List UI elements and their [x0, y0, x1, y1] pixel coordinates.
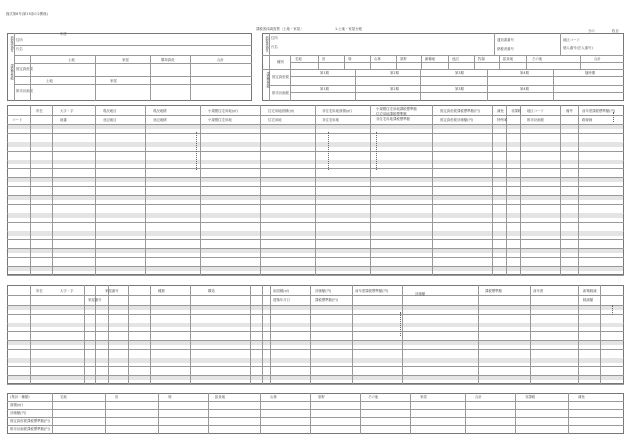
sum-head-nontax: 非課税 [525, 395, 536, 399]
land-dotted-guide [376, 132, 377, 170]
cat-other: その他 [532, 57, 543, 61]
house-col-line [84, 285, 85, 384]
summary-col-line [260, 393, 261, 434]
land-non-residential-sub: 非住宅用地 [322, 118, 339, 122]
house-col-line [128, 285, 129, 384]
land-route-price: 路線価 [582, 118, 593, 122]
sum-head-dry: 畑 [168, 395, 172, 399]
period-1-a: 第1期 [320, 71, 329, 75]
sum-row-city-base: 都市計画税課税標準額(円) [10, 427, 50, 431]
sum-head-residential: 宅地 [60, 395, 67, 399]
house-number-sub: 家屋番号 [88, 298, 102, 302]
summary-row-line [7, 425, 624, 426]
notice-number-label: 通知書番号 [497, 38, 514, 42]
house-dotted-guide [612, 305, 613, 315]
area-land-head: 土地 [68, 58, 75, 62]
cat-wasteland: 原野 [400, 57, 407, 61]
period-extra-a: 随時期 [585, 71, 596, 75]
taxpayer-number-label: 納税者番号 [497, 47, 514, 51]
house-floor-area: 床面積(㎡) [273, 289, 290, 293]
tax-amount-side: 課税標準額 [265, 72, 270, 88]
sum-row-area: 面積(㎡) [10, 403, 23, 407]
right-name-label: 氏名 [271, 45, 278, 49]
period-3-b: 第3期 [455, 87, 464, 91]
land-col-line [506, 105, 507, 275]
cat-pasture: 牧場 [478, 57, 485, 61]
house-col-line [478, 285, 479, 384]
land-fixed-tax-eval: 固定資産税評価額(円) [440, 118, 474, 122]
land-col-line [200, 105, 201, 275]
district-code-label: 地区コード [563, 38, 580, 42]
land-col-line [52, 105, 53, 275]
summary-col-line [410, 393, 411, 434]
owner-name-label: 氏名 [16, 47, 23, 51]
house-eval-head: 評価額 [415, 292, 426, 296]
summary-row-line [7, 417, 624, 418]
house-col-line [190, 285, 191, 384]
house-col-line [310, 285, 311, 384]
house-col-line [600, 285, 601, 384]
land-dotted-guide [196, 132, 197, 170]
house-col-line [578, 285, 579, 384]
sum-row-fixed-base: 固定資産税課税標準額(円) [10, 419, 50, 423]
cat-hot-spring: 鉱泉地 [503, 57, 514, 61]
sum-head-rice: 田 [115, 395, 119, 399]
cat-forest: 山林 [374, 57, 381, 61]
summary-header-block [262, 33, 624, 101]
land-aza-head: 大字・字 [60, 109, 74, 113]
period-1-b: 第1期 [320, 87, 329, 91]
land-small-residential: 小規模住宅用地(㎡) [208, 109, 238, 113]
period-4-a: 第4期 [520, 71, 529, 75]
land-col-line [95, 105, 96, 275]
personal-number-label: 個人番号(法人番号) [563, 46, 593, 50]
house-col-line [108, 285, 109, 384]
summary-col-line [208, 393, 209, 434]
land-city-tax: 都市計画税 [527, 118, 544, 122]
cat-rice-field: 田 [322, 57, 326, 61]
sum-head-wasteland: 原野 [318, 395, 325, 399]
house-col-line [352, 285, 353, 384]
land-fixed-tax-base: 固定資産税課税標準額(円) [440, 109, 480, 113]
sum-head-house: 家屋 [420, 395, 427, 399]
land-special-rate: 特例率 [497, 118, 508, 122]
house-col-line [402, 285, 403, 384]
sum-head-other: その他 [368, 395, 379, 399]
period-3-a: 第3期 [455, 71, 464, 75]
area-total-head: 合計 [217, 58, 224, 62]
land-col-line [520, 105, 521, 275]
sum-head-spring: 鉱泉地 [215, 395, 226, 399]
house-base-right: 課税標準額 [485, 289, 502, 293]
land-res-base: 住宅用地課税標準額 [376, 112, 407, 116]
land-col-line [492, 105, 493, 275]
right-side-label: 納税義務者 [264, 36, 269, 52]
land-col-line [560, 105, 561, 275]
house-number-head: 家屋番号 [105, 289, 119, 293]
period-2-a: 第2期 [390, 71, 399, 75]
page-suffix: 枚目 [612, 29, 619, 33]
land-dotted-guide [613, 112, 614, 122]
house-row-line [7, 314, 624, 315]
taxpayer-block [7, 33, 252, 101]
land-non-res-base: 非住宅用地課税標準額 [376, 117, 410, 121]
land-dotted-guide [328, 132, 329, 170]
document-title: 課税客体調査票（土地・家屋） [256, 27, 304, 31]
right-fixed-tax-row: 固定資産税 [272, 75, 289, 79]
cat-misc-land: 雑種地 [425, 57, 436, 61]
house-col-line [530, 285, 531, 384]
house-built-date: 建築年月日 [273, 298, 290, 302]
summary-col-line [105, 393, 106, 434]
left-fixed-tax-row: 固定資産税 [16, 67, 33, 71]
land-col-line [260, 105, 261, 275]
house-base: 課税標準額(円) [315, 298, 338, 302]
land-col-line [370, 105, 371, 275]
land-category-registered: 登記地目 [103, 118, 117, 122]
house-head-divider [7, 295, 624, 296]
house-aza-head: 大字・字 [60, 289, 74, 293]
house-dotted-guide [400, 312, 401, 336]
land-category-current: 現況地目 [103, 109, 117, 113]
land-nontaxable: 非課税 [511, 109, 522, 113]
summary-col-line [310, 393, 311, 434]
house-row-line [7, 349, 624, 350]
cat-residential: 宅地 [295, 57, 302, 61]
summary-col-line [465, 393, 466, 434]
cat-pond: 池沼 [452, 57, 459, 61]
land-col-line [30, 105, 31, 275]
land-col-line [432, 105, 433, 275]
sum-head-total: 合計 [475, 395, 482, 399]
land-remarks: 備考 [566, 109, 573, 113]
period-2-b: 第2期 [390, 87, 399, 91]
house-prev-base: 前年度課税標準額(円) [355, 289, 389, 293]
land-residential-area: 住宅用地面積(㎡) [268, 109, 295, 113]
summary-col-line [52, 393, 53, 434]
land-non-residential: 非住宅用地面積(㎡) [322, 109, 352, 113]
land-reduction: 減免 [497, 109, 504, 113]
summary-col-line [515, 393, 516, 434]
sum-row-eval: 評価額(円) [10, 411, 27, 415]
summary-col-line [568, 393, 569, 434]
left-land-repeat: 土地 [46, 79, 53, 83]
house-location-head: 所在 [36, 289, 43, 293]
cat-total: 合計 [594, 57, 601, 61]
house-col-line [30, 285, 31, 384]
land-small-res-base: 小規模住宅用地課税標準額 [376, 107, 417, 111]
assessment-side-label: 課税標準額 [9, 64, 14, 80]
house-row-line [7, 331, 624, 332]
year-label: 年度 [60, 32, 67, 36]
area-house-head: 家屋 [122, 58, 129, 62]
house-col-line [250, 285, 251, 384]
form-number: 様式第8号(第15条の2関係) [6, 12, 48, 16]
house-prev-right: 前年度 [533, 289, 544, 293]
land-code-head: コード [12, 118, 23, 122]
house-structure-head: 構造 [208, 289, 215, 293]
land-area-current: 現況地積 [153, 109, 167, 113]
sum-head-forest: 山林 [270, 395, 277, 399]
area-depreciable-head: 償却資産 [161, 58, 175, 62]
land-prev-base: 前年度課税標準額(円) [582, 109, 616, 113]
land-col-line [578, 105, 579, 275]
sum-head-exempt: 減免 [578, 395, 585, 399]
kind-label: 種別 [277, 60, 284, 64]
land-lot-head: 地番 [60, 118, 67, 122]
land-col-line [315, 105, 316, 275]
period-4-b: 第4期 [520, 87, 529, 91]
house-col-line [262, 285, 263, 384]
land-location-head: 所在 [36, 109, 43, 113]
house-reduction-amt: 軽減額 [583, 298, 594, 302]
house-new-reduction: 新築軽減 [583, 289, 597, 293]
land-col-line [145, 105, 146, 275]
owner-address-label: 住所 [16, 38, 23, 42]
house-row-line [7, 366, 624, 367]
summary-row-line [7, 401, 624, 402]
right-city-tax-row: 都市計画税 [272, 91, 289, 95]
right-address-label: 住所 [271, 36, 278, 40]
house-col-line [150, 285, 151, 384]
house-kind-head: 種類 [158, 289, 165, 293]
land-row-line [7, 275, 624, 276]
taxpayer-side-label: 納税義務者 [9, 36, 14, 52]
land-district-code: 地区コード [527, 109, 544, 113]
left-house-repeat: 家屋 [110, 79, 117, 83]
summary-col-line [360, 393, 361, 434]
house-row-line [7, 384, 624, 385]
land-area-registered: 登記地積 [153, 118, 167, 122]
house-eval: 評価額(円) [315, 289, 332, 293]
summary-row-line [7, 409, 624, 410]
left-city-tax-row: 都市計画税 [16, 89, 33, 93]
land-residential-sub: 住宅用地 [268, 118, 282, 122]
cat-dry-field: 畑 [348, 57, 352, 61]
land-small-residential-sub: 小規模住宅用地 [208, 118, 232, 122]
summary-col-line [158, 393, 159, 434]
page-label: 分の [588, 29, 595, 33]
house-col-line [270, 285, 271, 384]
document-subtitle: 1.土地・家屋台帳 [335, 27, 362, 31]
sum-head-kind: (集計・種類) [10, 395, 30, 399]
summary-table [7, 393, 624, 434]
